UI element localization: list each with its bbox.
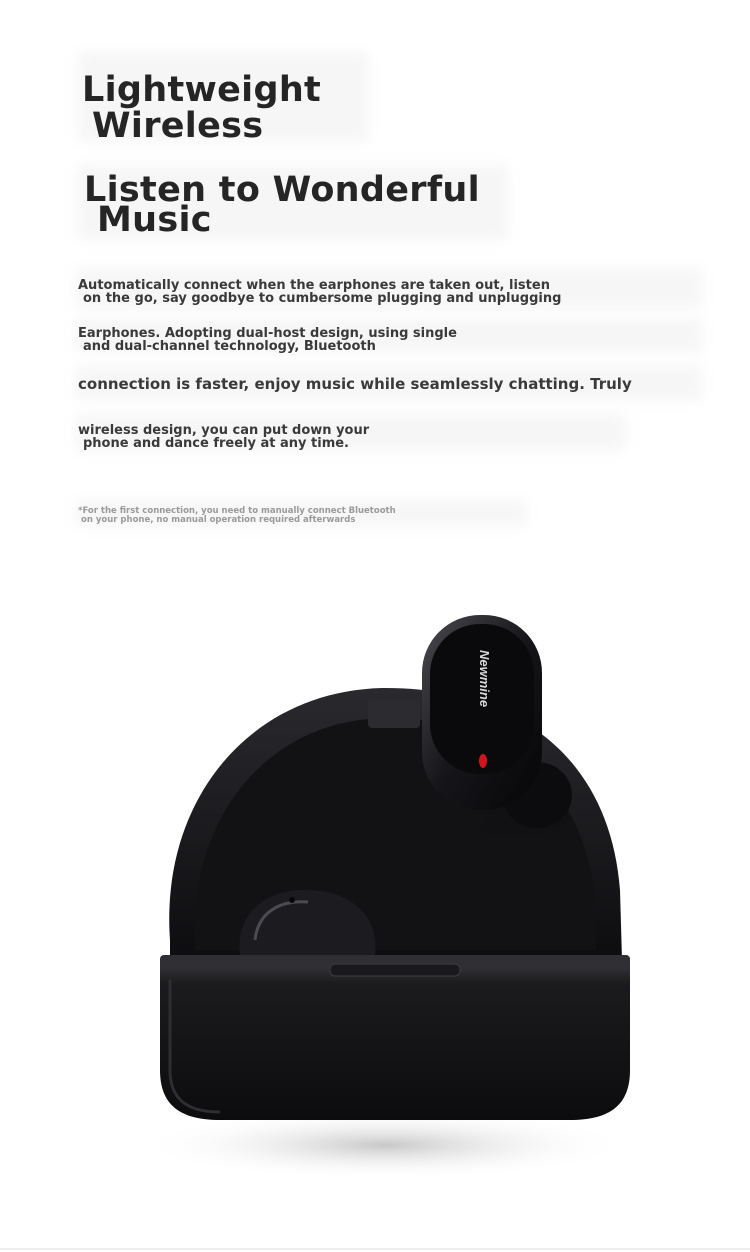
paragraph-1-line-2: on the go, say goodbye to cumbersome plugging and unplugging: [83, 291, 562, 306]
paragraph-2-line-1: Earphones. Adopting dual-host design, using single: [78, 326, 457, 341]
paragraph-1-line-1: Automatically connect when the earphones are taken out, listen: [78, 278, 550, 293]
paragraph-4-line-2: phone and dance freely at any time.: [83, 436, 349, 451]
subheadline-line-2: Music: [97, 200, 212, 240]
indicator-light: [479, 754, 487, 768]
subheadline-line-1: Listen to Wonderful: [84, 170, 480, 210]
paragraph-2-line-2: and dual-channel technology, Bluetooth: [83, 339, 376, 354]
paragraph-4-line-1: wireless design, you can put down your: [78, 423, 370, 438]
earbuds-charging-case-image: [140, 600, 650, 1200]
footnote-line-2: on your phone, no manual operation required afterwards: [81, 515, 356, 525]
brand-logo: Newmine: [477, 650, 492, 708]
headline-line-2: Wireless: [92, 106, 264, 146]
bottom-divider: [0, 1248, 750, 1250]
headline-line-1: Lightweight: [82, 70, 322, 110]
paragraph-3-line-1: connection is faster, enjoy music while seamlessly chatting. Truly: [78, 375, 632, 393]
footnote-line-1: *For the first connection, you need to manually connect Bluetooth: [78, 506, 396, 516]
